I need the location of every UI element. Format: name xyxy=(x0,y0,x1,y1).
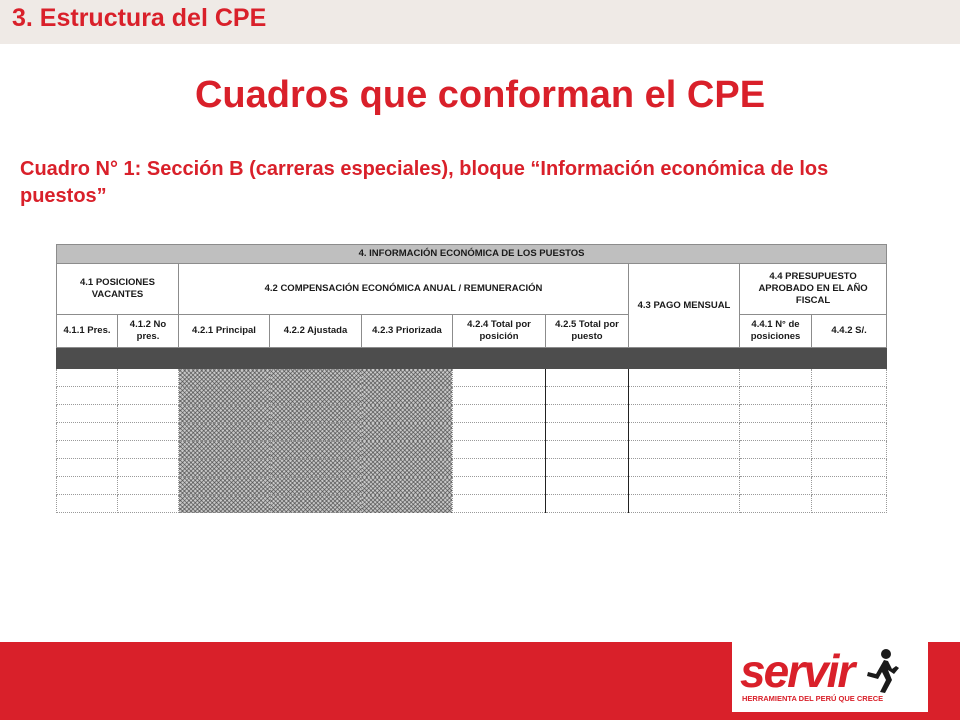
table-cell xyxy=(453,369,546,387)
subheader-soles: 4.4.2 S/. xyxy=(812,315,887,348)
table-cell xyxy=(740,423,812,441)
table-cell xyxy=(57,477,118,495)
table-cell xyxy=(546,495,629,513)
table-cell xyxy=(270,423,362,441)
table-cell xyxy=(546,459,629,477)
table-cell xyxy=(179,387,270,405)
table-cell xyxy=(362,369,453,387)
table-cell xyxy=(179,459,270,477)
table-row xyxy=(57,423,887,441)
table-cell xyxy=(546,441,629,459)
table-cell xyxy=(629,387,740,405)
table-cell xyxy=(453,423,546,441)
logo-wordmark: servir xyxy=(740,645,854,697)
table-row xyxy=(57,495,887,513)
subheader-n-posiciones: 4.4.1 N° de posiciones xyxy=(740,315,812,348)
table-cell xyxy=(362,477,453,495)
economic-info-table xyxy=(56,244,887,513)
servir-logo xyxy=(732,642,928,712)
subheader-priorizada: 4.2.3 Priorizada xyxy=(362,315,453,348)
table-cell xyxy=(812,423,887,441)
table-cell xyxy=(179,405,270,423)
table-cell xyxy=(118,477,179,495)
table-cell xyxy=(453,477,546,495)
subheader-pres: 4.1.1 Pres. xyxy=(57,315,118,348)
table-cell xyxy=(57,369,118,387)
table-cell xyxy=(57,441,118,459)
table-cell xyxy=(740,495,812,513)
table-cell xyxy=(740,369,812,387)
table-cell xyxy=(629,423,740,441)
table-caption: Cuadro N° 1: Sección B (carreras especiales), bloque “Información económica de los puestos” xyxy=(20,158,829,207)
runner-icon xyxy=(864,648,900,694)
table-cell xyxy=(179,495,270,513)
table-row xyxy=(57,387,887,405)
subheader-principal: 4.2.1 Principal xyxy=(179,315,270,348)
table-cell xyxy=(362,387,453,405)
table-cell xyxy=(270,441,362,459)
table-cell xyxy=(629,369,740,387)
table-cell xyxy=(118,423,179,441)
table-cell xyxy=(57,387,118,405)
header-presupuesto: 4.4 PRESUPUESTO APROBADO EN EL AÑO FISCAL xyxy=(740,264,887,315)
table-cell xyxy=(629,405,740,423)
section-title: 3. Estructura del CPE xyxy=(12,4,267,32)
table-cell xyxy=(629,441,740,459)
table-cell xyxy=(546,405,629,423)
table-cell xyxy=(740,441,812,459)
table-cell xyxy=(453,387,546,405)
table-cell xyxy=(270,459,362,477)
table-cell xyxy=(270,495,362,513)
table-cell xyxy=(179,423,270,441)
logo-tagline: HERRAMIENTA DEL PERÚ QUE CRECE xyxy=(742,694,884,703)
subheader-total-puesto: 4.2.5 Total por puesto xyxy=(546,315,629,348)
table-cell xyxy=(740,477,812,495)
table-cell xyxy=(812,405,887,423)
table-cell xyxy=(118,405,179,423)
table-cell xyxy=(270,387,362,405)
table-cell xyxy=(629,477,740,495)
table-cell xyxy=(118,441,179,459)
table-cell xyxy=(812,477,887,495)
table-cell xyxy=(362,423,453,441)
subheader-no-pres: 4.1.2 No pres. xyxy=(118,315,179,348)
table-cell xyxy=(812,495,887,513)
table-cell xyxy=(362,405,453,423)
table-row xyxy=(57,459,887,477)
table-cell xyxy=(118,387,179,405)
table-cell xyxy=(453,405,546,423)
table-cell xyxy=(57,495,118,513)
table-main-header: 4. INFORMACIÓN ECONÓMICA DE LOS PUESTOS xyxy=(57,245,887,264)
table-cell xyxy=(57,459,118,477)
table-cell xyxy=(362,495,453,513)
table-cell xyxy=(453,459,546,477)
table-cell xyxy=(812,441,887,459)
table-cell xyxy=(740,405,812,423)
table-cell xyxy=(270,369,362,387)
header-pago-mensual: 4.3 PAGO MENSUAL xyxy=(629,264,740,348)
table-cell xyxy=(179,441,270,459)
table-row xyxy=(57,405,887,423)
table-cell xyxy=(453,441,546,459)
table-body xyxy=(57,369,887,513)
table-cell xyxy=(118,369,179,387)
table-cell xyxy=(546,369,629,387)
table-cell xyxy=(629,495,740,513)
table-cell xyxy=(362,441,453,459)
table-cell xyxy=(453,495,546,513)
table-cell xyxy=(362,459,453,477)
table-cell xyxy=(546,387,629,405)
subheader-ajustada: 4.2.2 Ajustada xyxy=(270,315,362,348)
table-cell xyxy=(546,477,629,495)
table-cell xyxy=(118,495,179,513)
dark-separator-row xyxy=(57,348,887,369)
table-cell xyxy=(57,423,118,441)
table-cell xyxy=(270,405,362,423)
table-cell xyxy=(118,459,179,477)
table-cell xyxy=(179,477,270,495)
table-row xyxy=(57,369,887,387)
subheader-total-posicion: 4.2.4 Total por posición xyxy=(453,315,546,348)
table-cell xyxy=(812,459,887,477)
slide-title: Cuadros que conforman el CPE xyxy=(194,74,766,116)
table-cell xyxy=(812,387,887,405)
header-compensacion: 4.2 COMPENSACIÓN ECONÓMICA ANUAL / REMUNERACIÓN xyxy=(179,264,629,315)
table-cell xyxy=(740,459,812,477)
table-row xyxy=(57,477,887,495)
table-cell xyxy=(57,405,118,423)
table-cell xyxy=(812,369,887,387)
table-cell xyxy=(270,477,362,495)
table-cell xyxy=(546,423,629,441)
table-cell xyxy=(179,369,270,387)
header-posiciones-vacantes: 4.1 POSICIONES VACANTES xyxy=(57,264,179,315)
table-cell xyxy=(629,459,740,477)
table-cell xyxy=(740,387,812,405)
table-row xyxy=(57,441,887,459)
